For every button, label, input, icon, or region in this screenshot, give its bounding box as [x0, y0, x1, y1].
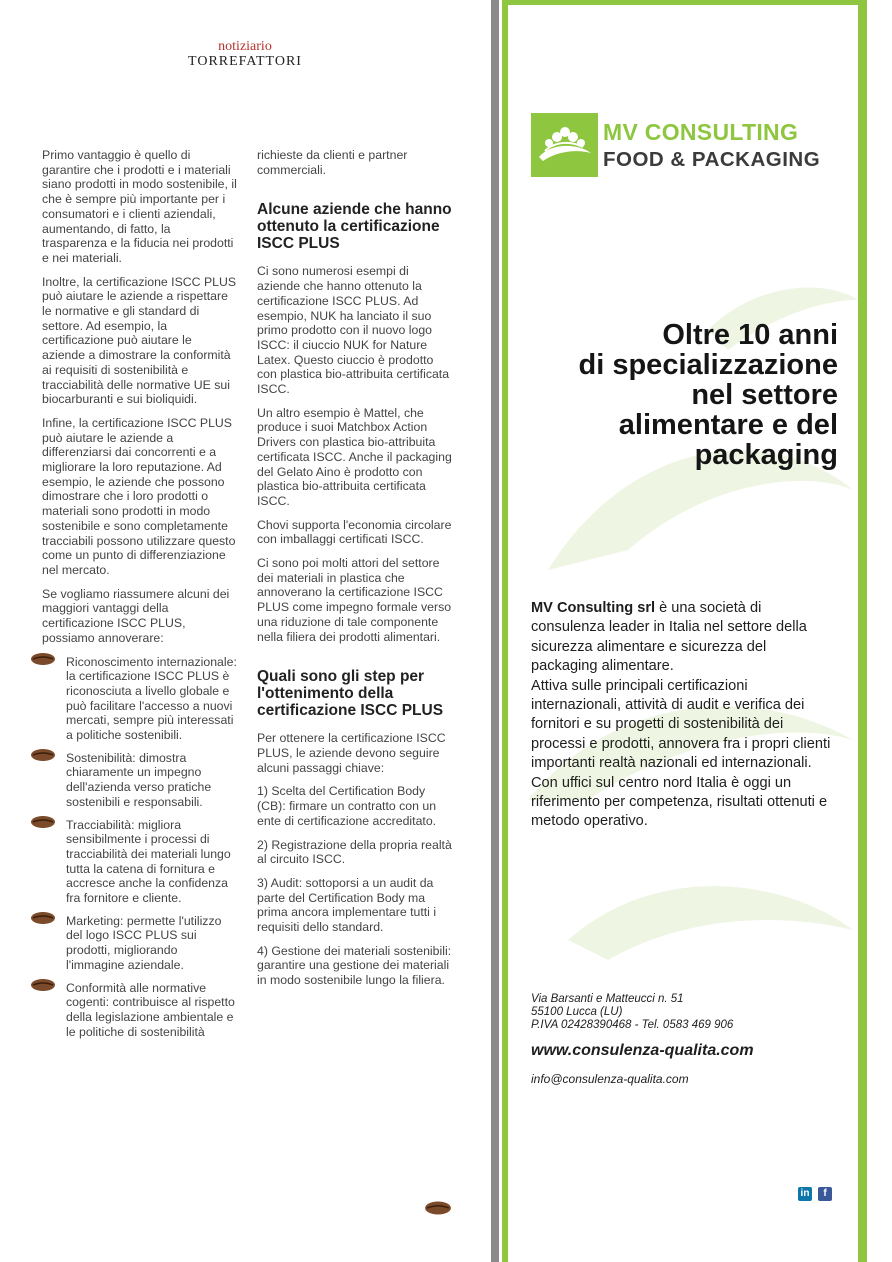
masthead-line2: TORREFATTORI: [188, 54, 302, 69]
paragraph: 1) Scelta del Certification Body (CB): firmare un contratto con un ente di certificazione accreditato.: [257, 784, 437, 828]
benefit-text: Sostenibilità: dimostra chiaramente un impegno dell'azienda verso pratiche sostenibili e responsabili.: [66, 750, 212, 809]
frame-rail-green-left: [502, 0, 508, 1262]
brand-name: MV CONSULTING: [603, 119, 799, 145]
paragraph: Per ottenere la certificazione ISCC PLUS, le aziende devono seguire alcuni passaggi chiave:: [257, 731, 446, 775]
benefit-item: [42, 751, 238, 810]
benefit-text: Marketing: permette l'utilizzo del logo ISCC PLUS sui prodotti, migliorando l'immagine aziendale.: [66, 913, 222, 972]
leaf-logo-icon: [531, 113, 598, 177]
about-text: è una società di consulenza leader in Italia nel settore della sicurezza alimentare e sicurezza del packaging alimentare.: [531, 600, 807, 675]
coffee-bean-icon: [30, 978, 56, 992]
masthead-line1: notiziario: [218, 39, 272, 54]
coffee-bean-icon: [30, 911, 56, 925]
frame-rail-green-right: [858, 0, 867, 1262]
section-heading: Alcune aziende che hanno ottenuto la certificazione ISCC PLUS: [257, 201, 452, 253]
paragraph: Chovi supporta l'economia circolare con imballaggi certificati ISCC.: [257, 517, 452, 547]
headline-line: di specializzazione: [578, 349, 838, 381]
coffee-bean-icon: [30, 748, 56, 762]
about-paragraph: [531, 599, 831, 677]
facebook-icon[interactable]: f: [818, 1187, 832, 1201]
article-column-1: [42, 148, 238, 1047]
paragraph: Inoltre, la certificazione ISCC PLUS può aiutare le aziende a rispettare le normative e gli standard di settore. Ad esempio, la certificazione può aiutare le aziende a dimostrare la conformità ai requisiti di sostenibilità e tracciabilità delle normative UE sui biocarburanti e sui bioliquidi.: [42, 274, 237, 407]
address-line: 55100 Lucca (LU): [531, 1006, 623, 1018]
paragraph: Se vogliamo riassumere alcuni dei maggiori vantaggi della certificazione ISCC PLUS, possiamo annoverare:: [42, 586, 230, 645]
about-paragraph: Con uffici sul centro nord Italia è oggi un riferimento per competenza, risultati ottenuti e metodo operativo.: [531, 774, 828, 830]
frame-rail-gray: [491, 0, 499, 1262]
benefit-item: [42, 818, 238, 906]
linkedin-icon[interactable]: in: [798, 1187, 812, 1201]
benefit-item: [42, 655, 238, 743]
article-column-2: [257, 148, 453, 997]
coffee-bean-icon: [30, 652, 56, 666]
brand-logo: [531, 113, 598, 177]
headline-line: nel settore: [691, 379, 838, 411]
company-name: MV Consulting srl: [531, 600, 656, 616]
coffee-bean-icon: [30, 815, 56, 829]
paragraph: Infine, la certificazione ISCC PLUS può aiutare le aziende a differenziarsi dai concorrenti e a migliorare la loro reputazione. Ad esempio, le aziende che possono dimostrare che i loro prodotti o materiali sono prodotti in modo sostenibile e sono completamente tracciabili possono utilizzare questo come un punto di differenziazione nel mercato.: [42, 415, 236, 577]
frame-top-bar: [502, 0, 867, 5]
benefit-item: [42, 914, 238, 973]
headline-line: Oltre 10 anni: [662, 319, 838, 351]
address-line: Via Barsanti e Matteucci n. 51: [531, 993, 684, 1005]
paragraph: Primo vantaggio è quello di garantire che i prodotti e i materiali siano prodotti in modo sostenibile, il che è sempre più importante per i consumatori e i clienti aziendali, aumentando, di fatto, la trasparenza e la fiducia nei prodotti e nei materiali.: [42, 148, 237, 265]
company-description: [531, 599, 831, 832]
coffee-bean-icon: [424, 1200, 452, 1216]
contact-block: [531, 993, 831, 1086]
paragraph: Ci sono numerosi esempi di aziende che hanno ottenuto la certificazione ISCC PLUS. Ad esempio, NUK ha lanciato il suo primo prodotto con il nuovo logo ISCC: il ciuccio NUK for Nature Latex. Questo ciuccio è prodotto con plastica bio-attribuita certificata ISCC.: [257, 264, 450, 397]
paragraph: 4) Gestione dei materiali sostenibili: garantire una gestione dei materiali in modo sostenibile lungo la filiera.: [257, 943, 452, 988]
paragraph: Ci sono poi molti attori del settore dei materiali in plastica che annoverano la certificazione ISCC PLUS come impegno formale verso una riduzione di tale componente nella filiera dei prodotti alimentari.: [257, 556, 452, 644]
benefit-text: Tracciabilità: migliora sensibilmente i processi di tracciabilità dei materiali lungo tutta la catena di fornitura e accresce anche la confidenza fra fornitore e cliente.: [66, 817, 231, 906]
ad-headline: [520, 320, 838, 470]
masthead: [150, 40, 340, 70]
paragraph: 3) Audit: sottoporsi a un audit da parte del Certification Body ma prima ancora implementare tutti i requisiti dello standard.: [257, 875, 437, 935]
about-paragraph: Attiva sulle principali certificazioni internazionali, attività di audit e verifica dei fornitori e su progetti di sostenibilità dei processi e prodotti, annovera fra i propri clienti importanti realtà nazionali ed internazionali.: [531, 677, 831, 772]
brand-tagline: FOOD & PACKAGING: [603, 148, 821, 171]
section-heading: Quali sono gli step per l'ottenimento della certificazione ISCC PLUS: [257, 668, 444, 720]
headline-line: alimentare e del: [618, 409, 838, 441]
benefit-text: Conformità alle normative cogenti: contribuisce al rispetto della legislazione ambientale e le politiche di sostenibilità: [66, 980, 235, 1039]
paragraph: 2) Registrazione della propria realtà al circuito ISCC.: [257, 837, 452, 867]
benefit-item: [42, 981, 238, 1040]
paragraph: Un altro esempio è Mattel, che produce i suoi Matchbox Action Drivers con plastica bio-attribuita certificata ISCC. Anche il packaging del Gelato Aino è prodotto con plastica bio-attribuita certificata ISCC.: [257, 405, 452, 508]
vat-phone-line: P.IVA 02428390468 - Tel. 0583 469 906: [531, 1019, 734, 1031]
email-link[interactable]: info@consulenza-qualita.com: [531, 1072, 689, 1086]
benefit-text: Riconoscimento internazionale: la certificazione ISCC PLUS è riconosciuta a livello globale e può facilitare l'accesso a nuovi mercati, sempre più interessati a politiche sostenibili.: [66, 654, 237, 743]
website-link[interactable]: www.consulenza-qualita.com: [531, 1042, 754, 1059]
headline-line: packaging: [694, 439, 838, 471]
paragraph: richieste da clienti e partner commerciali.: [257, 148, 408, 177]
